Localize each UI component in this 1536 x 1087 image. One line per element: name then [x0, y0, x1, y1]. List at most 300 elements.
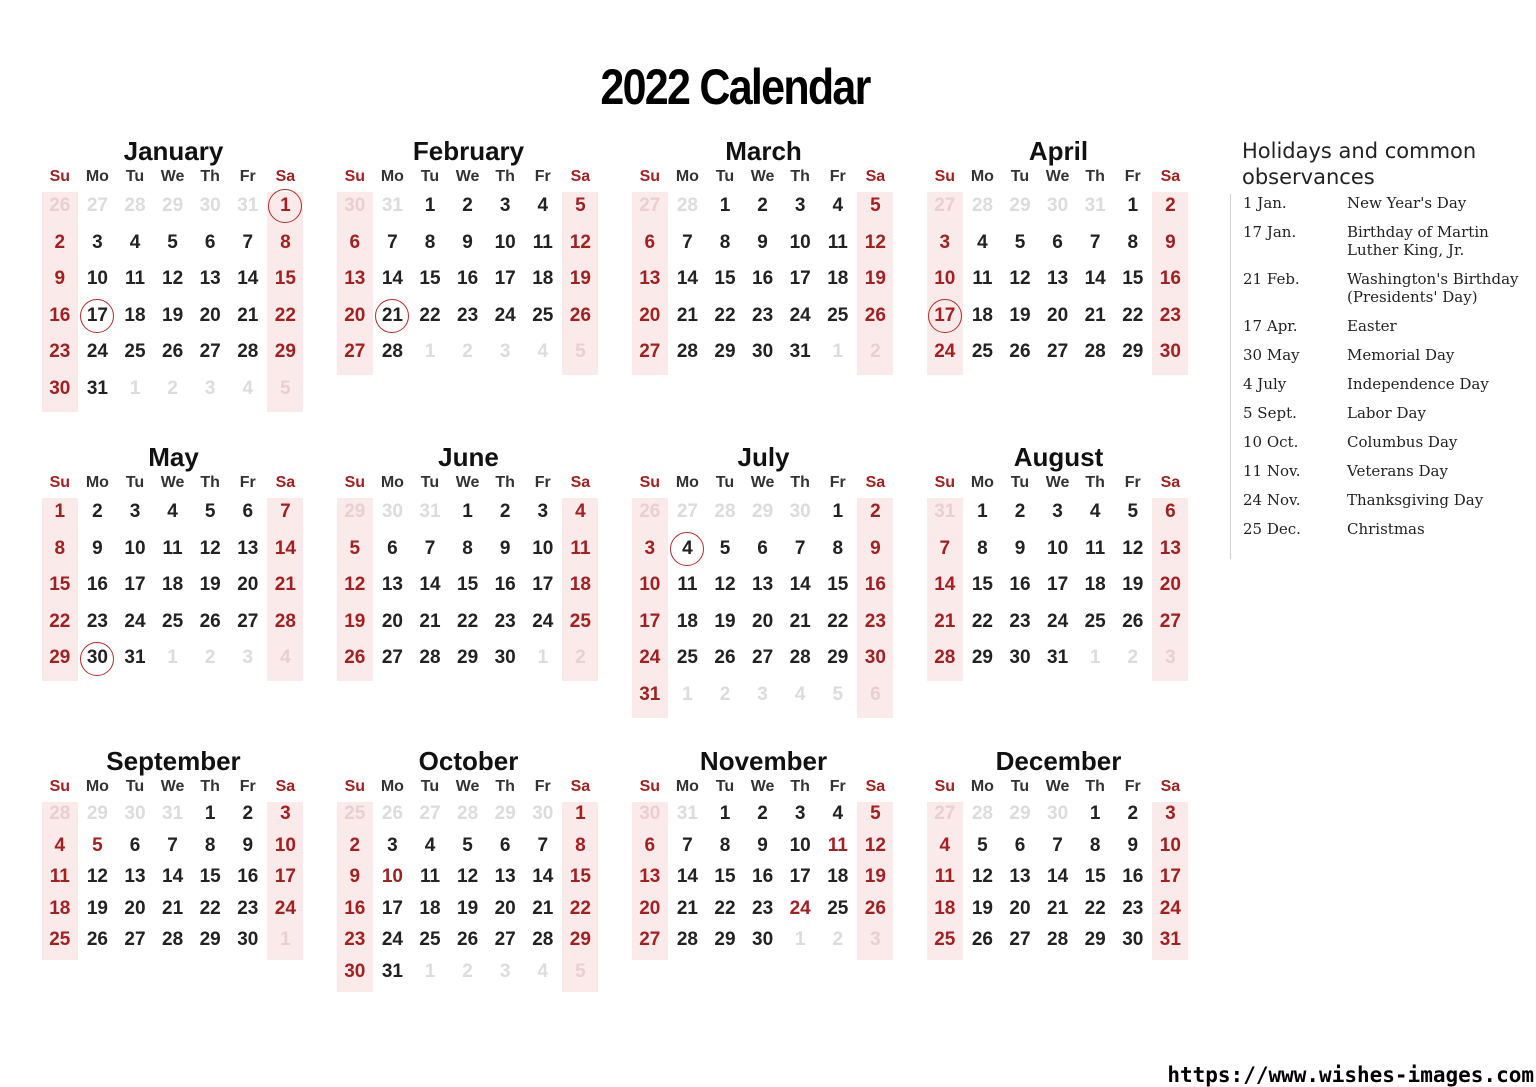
weekday-label: Mo: [675, 474, 699, 491]
day-cell: 27: [494, 929, 516, 951]
day-cell: 23: [1122, 897, 1144, 919]
day-cell: 14: [1047, 866, 1069, 888]
day-cell: 17: [639, 610, 661, 632]
holiday-item: [1243, 223, 1530, 259]
adjacent-month-day: 2: [204, 647, 216, 669]
adjacent-month-day: 28: [676, 195, 698, 216]
adjacent-month-day: 2: [167, 377, 178, 399]
day-cell: 27: [344, 341, 366, 363]
month-name: April: [1028, 136, 1089, 166]
day-cell: 19: [344, 610, 366, 632]
day-cell: 20: [1159, 574, 1181, 596]
month-days: [336, 494, 606, 677]
adjacent-month-day: 31: [1084, 195, 1106, 216]
day-cell: 21: [237, 304, 259, 326]
month-february: [336, 136, 606, 371]
day-cell: 29: [569, 929, 591, 951]
day-cell: 28: [532, 929, 554, 951]
day-cell: 9: [870, 537, 881, 559]
holiday-name: New Year's Day: [1347, 194, 1467, 212]
day-cell: 26: [971, 929, 993, 951]
day-cell: 3: [644, 537, 656, 559]
day-cell: 25: [569, 610, 591, 632]
holiday-item: [1243, 404, 1530, 422]
day-cell: 14: [532, 866, 554, 888]
week-row: [926, 924, 1196, 956]
adjacent-month-day: 29: [752, 501, 774, 522]
week-row: [336, 956, 606, 988]
day-cell: 17: [789, 866, 811, 888]
weekday-label: Fr: [534, 778, 551, 795]
day-cell: 6: [242, 501, 254, 522]
weekday-label: Tu: [1010, 474, 1030, 491]
adjacent-month-day: 30: [199, 195, 221, 216]
weekday-label: Mo: [380, 778, 404, 795]
day-cell: 12: [864, 231, 886, 253]
weekday-label: We: [455, 168, 480, 185]
day-cell: 22: [457, 610, 479, 632]
day-cell: 9: [757, 231, 768, 253]
day-cell: 22: [569, 897, 591, 919]
day-cell: 30: [864, 647, 886, 669]
weekday-label: Su: [49, 474, 71, 491]
day-cell: 10: [86, 268, 108, 290]
weekday-label: Fr: [1124, 778, 1141, 795]
day-cell: 24: [639, 647, 661, 669]
day-cell: 18: [934, 897, 956, 919]
day-cell: 5: [1127, 501, 1139, 522]
weekday-label: Fr: [239, 168, 256, 185]
day-cell: 21: [1047, 897, 1069, 919]
weekday-label: Sa: [1160, 474, 1181, 491]
day-cell: 25: [162, 610, 184, 632]
day-cell: 25: [827, 897, 849, 919]
day-cell: 29: [457, 647, 479, 669]
day-cell: 17: [124, 574, 146, 596]
holiday-date: 30 May: [1243, 346, 1300, 364]
week-row: [631, 225, 901, 262]
day-cell: 5: [1014, 231, 1026, 253]
day-cell: 5: [167, 231, 178, 253]
weekday-label: Sa: [570, 168, 591, 185]
day-cell: 10: [124, 537, 146, 559]
weekday-header: [41, 472, 311, 494]
adjacent-month-day: 28: [714, 501, 736, 522]
day-cell: 11: [677, 574, 698, 596]
day-cell: 27: [1047, 341, 1069, 363]
week-row: [631, 604, 901, 641]
day-cell: 23: [1009, 610, 1031, 632]
adjacent-month-day: 31: [934, 501, 956, 522]
adjacent-month-day: 28: [457, 803, 479, 824]
day-cell: 31: [381, 960, 403, 982]
day-cell: 12: [86, 866, 108, 888]
week-row: [336, 494, 606, 531]
month-name: March: [725, 136, 802, 166]
day-cell: 1: [1089, 803, 1101, 824]
adjacent-month-day: 31: [381, 195, 403, 216]
weekday-label: Tu: [1010, 778, 1030, 795]
month-days: [41, 494, 311, 677]
day-cell: 4: [424, 834, 436, 856]
day-cell: 6: [499, 834, 511, 856]
holiday-list: [1230, 194, 1530, 559]
day-cell: 22: [971, 610, 993, 632]
day-cell: 22: [827, 610, 849, 632]
day-cell: 24: [789, 897, 811, 919]
day-cell: 16: [457, 268, 479, 290]
day-cell: 24: [381, 929, 403, 951]
weekday-label: Th: [790, 778, 810, 795]
day-cell: 1: [424, 195, 436, 216]
day-cell: 30: [344, 960, 366, 982]
day-cell: 19: [569, 268, 591, 290]
day-cell: 12: [162, 268, 184, 290]
weekday-label: Su: [639, 474, 661, 491]
day-cell: 14: [676, 866, 698, 888]
weekday-label: We: [1045, 474, 1070, 491]
day-cell: 27: [237, 610, 259, 632]
adjacent-month-day: 4: [537, 341, 549, 363]
day-cell: 19: [199, 574, 221, 596]
adjacent-month-day: 3: [204, 377, 216, 399]
day-cell: 23: [1159, 304, 1181, 326]
adjacent-month-day: 4: [537, 960, 549, 982]
watermark-url[interactable]: https://www.wishes-images.com: [1167, 1063, 1534, 1087]
day-cell: 7: [1052, 834, 1063, 856]
day-cell: 29: [1084, 929, 1106, 951]
adjacent-month-day: 28: [49, 803, 71, 824]
day-cell: 13: [752, 574, 774, 596]
holiday-item: [1243, 194, 1530, 212]
holiday-item: [1243, 317, 1530, 335]
day-cell: 4: [537, 195, 549, 216]
day-cell: 20: [344, 304, 366, 326]
day-cell: 15: [419, 268, 441, 290]
weekday-label: Tu: [420, 168, 440, 185]
day-cell: 13: [199, 268, 221, 290]
day-cell: 11: [934, 866, 955, 888]
day-cell: 18: [532, 268, 554, 290]
weekday-label: We: [750, 778, 775, 795]
day-cell: 14: [789, 574, 811, 596]
weekday-label: We: [160, 778, 185, 795]
adjacent-month-day: 27: [676, 501, 698, 522]
day-cell: 20: [124, 897, 146, 919]
adjacent-month-day: 31: [162, 803, 184, 824]
day-cell: 9: [54, 268, 66, 290]
day-cell: 5: [92, 834, 103, 856]
week-row: [336, 334, 606, 371]
weekday-label: Fr: [1124, 474, 1141, 491]
day-cell: 14: [162, 866, 184, 888]
weekday-label: We: [1045, 168, 1070, 185]
day-cell: 30: [1159, 341, 1181, 363]
week-row: [631, 893, 901, 925]
month-name: May: [148, 442, 199, 472]
weekday-label: Sa: [570, 474, 591, 491]
day-cell: 7: [682, 231, 693, 253]
day-cell: 12: [714, 574, 736, 596]
day-cell: 15: [569, 866, 591, 888]
adjacent-month-day: 2: [719, 683, 731, 705]
day-cell: 17: [926, 298, 964, 335]
day-cell: 21: [374, 298, 412, 335]
day-cell: 9: [462, 231, 473, 253]
weekday-label: Su: [934, 778, 956, 795]
week-row: [926, 298, 1196, 335]
weekday-label: Sa: [570, 778, 591, 795]
week-row: [631, 188, 901, 225]
day-cell: 16: [1122, 866, 1144, 888]
adjacent-month-day: 3: [1165, 647, 1176, 669]
day-cell: 6: [757, 537, 768, 559]
day-cell: 6: [644, 834, 656, 856]
holiday-item: [1243, 491, 1530, 509]
day-cell: 11: [827, 231, 848, 253]
day-cell: 19: [162, 304, 184, 326]
weekday-label: Fr: [239, 778, 256, 795]
day-cell: 26: [864, 897, 886, 919]
weekday-header: [926, 166, 1196, 188]
adjacent-month-day: 4: [280, 647, 291, 669]
adjacent-month-day: 27: [639, 195, 661, 216]
day-cell: 30: [494, 647, 516, 669]
month-name: June: [438, 442, 499, 472]
day-cell: 1: [54, 501, 66, 522]
month-june: [336, 442, 606, 677]
day-cell: 2: [349, 834, 361, 856]
day-cell: 23: [752, 897, 774, 919]
month-name: July: [737, 442, 790, 472]
adjacent-month-day: 1: [424, 341, 436, 363]
month-july: [631, 442, 901, 714]
day-cell: 2: [54, 231, 66, 253]
holiday-name: Washington's Birthday (Presidents' Day): [1347, 270, 1519, 306]
day-cell: 28: [676, 341, 698, 363]
month-days: [336, 188, 606, 371]
week-row: [336, 798, 606, 830]
day-cell: 4: [977, 231, 988, 253]
day-cell: 14: [237, 268, 259, 290]
adjacent-month-day: 26: [49, 195, 71, 216]
adjacent-month-day: 6: [870, 683, 881, 705]
month-name: January: [123, 136, 224, 166]
month-december: [926, 746, 1196, 956]
day-cell: 8: [54, 537, 66, 559]
day-cell: 2: [242, 803, 254, 824]
month-days: [631, 494, 901, 714]
weekday-label: Fr: [829, 778, 846, 795]
weekday-header: [41, 166, 311, 188]
day-cell: 7: [682, 834, 693, 856]
day-cell: 13: [494, 866, 516, 888]
weekday-label: We: [455, 778, 480, 795]
holiday-date: 4 July: [1243, 375, 1287, 393]
week-row: [336, 893, 606, 925]
day-cell: 2: [92, 501, 103, 522]
day-cell: 19: [714, 610, 736, 632]
day-cell: 25: [532, 304, 554, 326]
week-row: [926, 830, 1196, 862]
weekday-label: Sa: [275, 474, 296, 491]
day-cell: 24: [789, 304, 811, 326]
day-cell: 16: [344, 897, 366, 919]
month-name: December: [995, 746, 1122, 776]
weekday-label: Su: [639, 168, 661, 185]
day-cell: 17: [494, 268, 516, 290]
day-cell: 12: [569, 231, 591, 253]
day-cell: 1: [719, 195, 731, 216]
day-cell: 31: [86, 377, 108, 399]
adjacent-month-day: 27: [934, 195, 956, 216]
day-cell: 20: [639, 897, 661, 919]
day-cell: 17: [1047, 574, 1069, 596]
week-row: [41, 567, 311, 604]
day-cell: 3: [939, 231, 951, 253]
day-cell: 9: [349, 866, 361, 888]
day-cell: 6: [129, 834, 141, 856]
adjacent-month-day: 1: [794, 929, 806, 951]
week-row: [926, 861, 1196, 893]
week-row: [336, 261, 606, 298]
day-cell: 9: [1014, 537, 1026, 559]
day-cell: 12: [1009, 268, 1031, 290]
day-cell: 15: [714, 268, 736, 290]
week-row: [41, 225, 311, 262]
day-cell: 10: [639, 574, 661, 596]
day-cell: 29: [714, 929, 736, 951]
day-cell: 15: [274, 268, 296, 290]
day-cell: 4: [832, 195, 844, 216]
day-cell: 6: [1165, 501, 1176, 522]
day-cell: 7: [280, 501, 291, 522]
day-cell: 4: [129, 231, 141, 253]
weekday-label: Mo: [675, 778, 699, 795]
month-days: [41, 798, 311, 956]
weekday-label: Su: [49, 778, 71, 795]
day-cell: 5: [349, 537, 361, 559]
holiday-date: 17 Apr.: [1243, 317, 1298, 335]
holiday-name: Columbus Day: [1347, 433, 1458, 451]
day-cell: 18: [162, 574, 184, 596]
day-cell: 25: [934, 929, 956, 951]
day-cell: 22: [49, 610, 71, 632]
weekday-label: Th: [495, 778, 515, 795]
weekday-header: [336, 166, 606, 188]
day-cell: 28: [237, 341, 259, 363]
day-cell: 23: [752, 304, 774, 326]
holiday-item: [1243, 520, 1530, 538]
day-cell: 17: [381, 897, 403, 919]
day-cell: 19: [971, 897, 993, 919]
day-cell: 3: [794, 195, 806, 216]
weekday-label: Mo: [970, 778, 994, 795]
day-cell: 4: [1089, 501, 1101, 522]
adjacent-month-day: 4: [794, 683, 806, 705]
day-cell: 11: [972, 268, 993, 290]
weekday-label: Mo: [380, 474, 404, 491]
day-cell: 16: [1159, 268, 1181, 290]
day-cell: 15: [199, 866, 221, 888]
week-row: [336, 298, 606, 335]
holiday-item: [1243, 433, 1530, 451]
week-row: [41, 298, 311, 335]
weekday-label: Mo: [85, 474, 109, 491]
day-cell: 23: [344, 929, 366, 951]
day-cell: 23: [494, 610, 516, 632]
day-cell: 11: [570, 537, 591, 559]
adjacent-month-day: 5: [575, 341, 586, 363]
day-cell: 26: [199, 610, 221, 632]
day-cell: 3: [499, 195, 511, 216]
day-cell: 21: [162, 897, 184, 919]
holiday-item: [1243, 375, 1530, 393]
day-cell: 31: [639, 683, 661, 705]
day-cell: 16: [237, 866, 259, 888]
holiday-name: Easter: [1347, 317, 1397, 335]
day-cell: 20: [1009, 897, 1031, 919]
day-cell: 15: [1122, 268, 1144, 290]
day-cell: 17: [79, 298, 117, 335]
adjacent-month-day: 31: [237, 195, 259, 216]
month-march: [631, 136, 901, 371]
day-cell: 13: [639, 268, 661, 290]
month-name: August: [1013, 442, 1104, 472]
day-cell: 31: [124, 647, 146, 669]
day-cell: 15: [1084, 866, 1106, 888]
week-row: [631, 334, 901, 371]
day-cell: 25: [49, 929, 71, 951]
day-cell: 23: [864, 610, 886, 632]
day-cell: 31: [1159, 929, 1181, 951]
month-name: October: [418, 746, 519, 776]
day-cell: 21: [1084, 304, 1106, 326]
weekday-label: Mo: [970, 168, 994, 185]
day-cell: 5: [575, 195, 586, 216]
week-row: [336, 861, 606, 893]
day-cell: 11: [162, 537, 183, 559]
day-cell: 30: [1122, 929, 1144, 951]
day-cell: 3: [92, 231, 103, 253]
adjacent-month-day: 28: [971, 803, 993, 824]
adjacent-month-day: 1: [129, 377, 141, 399]
adjacent-month-day: 25: [344, 803, 366, 824]
weekday-label: Tu: [715, 168, 735, 185]
day-cell: 11: [419, 866, 441, 888]
day-cell: 29: [827, 647, 849, 669]
day-cell: 27: [381, 647, 403, 669]
day-cell: 30: [752, 341, 774, 363]
day-cell: 8: [462, 537, 473, 559]
week-row: [926, 261, 1196, 298]
adjacent-month-day: 30: [639, 803, 661, 824]
month-days: [631, 798, 901, 956]
day-cell: 5: [870, 803, 881, 824]
day-cell: 3: [387, 834, 398, 856]
day-cell: 30: [49, 377, 71, 399]
weekday-label: Th: [200, 168, 220, 185]
day-cell: 10: [1047, 537, 1069, 559]
weekday-label: Tu: [420, 474, 440, 491]
day-cell: 21: [274, 574, 296, 596]
day-cell: 21: [676, 304, 698, 326]
month-days: [41, 188, 311, 408]
day-cell: 21: [676, 897, 698, 919]
day-cell: 16: [752, 866, 774, 888]
day-cell: 27: [639, 929, 661, 951]
day-cell: 4: [54, 834, 66, 856]
